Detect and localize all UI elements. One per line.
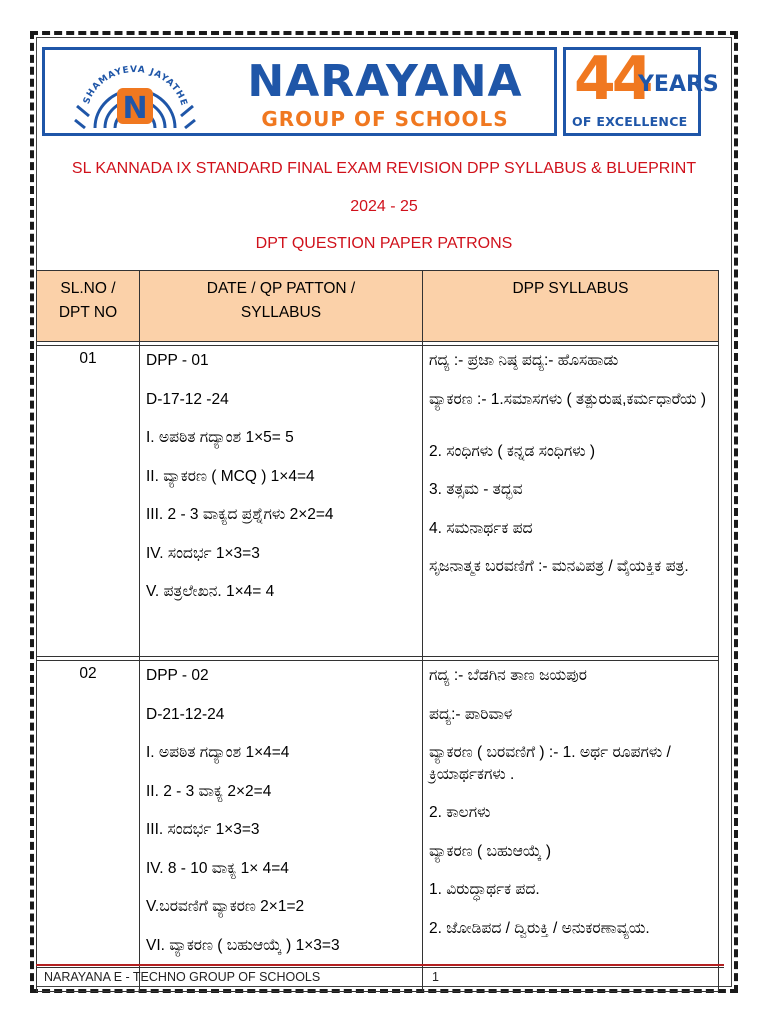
document-title: SL KANNADA IX STANDARD FINAL EXAM REVISION DPP SYLLABUS & BLUEPRINT xyxy=(71,160,697,177)
syllabus-table xyxy=(36,270,719,992)
pattern-line: III. 2 - 3 ವಾಕ್ಯದ ಪ್ರಶ್ನೆಗಳು 2×2=4 xyxy=(146,506,334,523)
syllabus-line: ಸೃಜನಾತ್ಮಕ ಬರವಣಿಗೆ :- ಮನವಿಪತ್ರ / ವೈಯಕ್ತಿಕ ಪತ್ರ. xyxy=(429,558,689,575)
pattern-line: D-17-12 -24 xyxy=(146,390,229,408)
syllabus-line: 2. ಕಾಲಗಳು xyxy=(429,804,491,821)
syllabus-line: ವ್ಯಾಕರಣ ( ಬರವಣಿಗೆ ) :- 1. ಅರ್ಥ ರೂಪಗಳು / ಕ್ರಿಯಾರ್ಥಕಗಳು . xyxy=(429,744,671,783)
academic-year: 2024 - 25 xyxy=(350,198,418,215)
syllabus-line: ಪದ್ಯ:- ಪಾರಿವಾಳ xyxy=(429,705,513,723)
header-sl-no-line1: SL.NO / xyxy=(60,280,116,297)
header-date-line2: SYLLABUS xyxy=(240,304,322,321)
table-header-row xyxy=(37,271,719,342)
brand-name-block xyxy=(215,56,555,130)
header-date-line1: DATE / QP PATTON / xyxy=(206,280,356,297)
syllabus-cell xyxy=(423,346,719,657)
pattern-line: V. ಪತ್ರಲೇಖನ. 1×4= 4 xyxy=(146,583,275,600)
pattern-line: V.ಬರವಣಿಗೆ ವ್ಯಾಕರಣ 2×1=2 xyxy=(146,898,305,915)
pattern-line: III. ಸಂದರ್ಭ 1×3=3 xyxy=(146,821,260,838)
syllabus-line: ಗದ್ಯ :- ಪ್ರಜಾ ನಿಷ್ಠ ಪದ್ಯ:- ಹೊಸಹಾಡು xyxy=(429,352,619,369)
pattern-line: DPP - 01 xyxy=(146,352,209,369)
syllabus-line: ವ್ಯಾಕರಣ ( ಬಹುಆಯ್ಕೆ ) xyxy=(429,842,552,860)
syllabus-cell xyxy=(423,661,719,992)
header-sl-no-line2: DPT NO xyxy=(58,304,118,321)
syllabus-line: 3. ತತ್ಸಮ - ತದ್ಭವ xyxy=(429,481,523,498)
pattern-line: IV. ಸಂದರ್ಭ 1×3=3 xyxy=(146,544,260,562)
syllabus-line: ಗದ್ಯ :- ಬೆಡಗಿನ ತಾಣ ಜಯಪುರ xyxy=(429,667,587,684)
footer-rule xyxy=(36,964,724,966)
syllabus-line: 1. ವಿರುದ್ಧಾರ್ಥಕ ಪದ. xyxy=(429,881,540,898)
page-number: 1 xyxy=(432,970,439,984)
pattern-line: VI. ವ್ಯಾಕರಣ ( ಬಹುಆಯ್ಕೆ ) 1×3=3 xyxy=(146,936,340,954)
brand-name: NARAYANA xyxy=(247,56,523,107)
header-date-pattern xyxy=(140,271,423,342)
header-dpp-syllabus xyxy=(423,271,719,342)
header-syllabus-label: DPP SYLLABUS xyxy=(512,280,629,297)
pattern-line: IV. 8 - 10 ವಾಕ್ಯ 1× 4=4 xyxy=(146,859,289,877)
years-of-excellence-badge xyxy=(563,44,719,136)
pattern-line: II. ವ್ಯಾಕರಣ ( MCQ ) 1×4=4 xyxy=(146,467,315,485)
footer-rule-secondary xyxy=(36,967,724,968)
pattern-line: I. ಅಪಠಿತ ಗದ್ಯಾಂಶ 1×5= 5 xyxy=(146,429,294,446)
sl-no-cell: 02 xyxy=(37,661,140,992)
table-row xyxy=(37,346,719,657)
brand-subtitle: GROUP OF SCHOOLS xyxy=(261,107,509,131)
years-word: YEARS xyxy=(638,72,719,97)
school-logo-banner xyxy=(42,47,557,136)
pattern-line: DPP - 02 xyxy=(146,667,209,684)
years-subtitle: OF EXCELLENCE xyxy=(572,114,688,129)
pattern-cell xyxy=(140,661,423,992)
table-row xyxy=(37,661,719,992)
syllabus-line: 4. ಸಮನಾರ್ಥಕ ಪದ xyxy=(429,519,533,537)
syllabus-line: 2. ಸಂಧಿಗಳು ( ಕನ್ನಡ ಸಂಧಿಗಳು ) xyxy=(429,442,596,460)
pattern-cell xyxy=(140,346,423,657)
pattern-line: II. 2 - 3 ವಾಕ್ಯ 2×2=4 xyxy=(146,782,272,800)
pattern-line: D-21-12-24 xyxy=(146,705,225,723)
syllabus-line: 2. ಜೋಡಿಪದ / ದ್ವಿರುಕ್ತಿ / ಅನುಕರಣಾವ್ಯಯ. xyxy=(429,919,650,937)
section-title: DPT QUESTION PAPER PATRONS xyxy=(255,235,513,252)
footer-text: NARAYANA E - TECHNO GROUP OF SCHOOLS xyxy=(44,970,321,984)
emblem-letter: N xyxy=(122,91,148,126)
header-sl-no xyxy=(37,271,140,342)
syllabus-line: ವ್ಯಾಕರಣ :- 1.ಸಮಾಸಗಳು ( ತತ್ಪುರುಷ,ಕರ್ಮಧಾರೆಯ ) xyxy=(429,390,707,408)
emblem-motto: SHAMAYEVA JAYATHE xyxy=(81,64,189,108)
narayana-emblem xyxy=(65,58,205,133)
years-number: 44 xyxy=(574,44,650,114)
sl-no-cell: 01 xyxy=(37,346,140,657)
pattern-line: I. ಅಪಠಿತ ಗದ್ಯಾಂಶ 1×4=4 xyxy=(146,744,290,761)
